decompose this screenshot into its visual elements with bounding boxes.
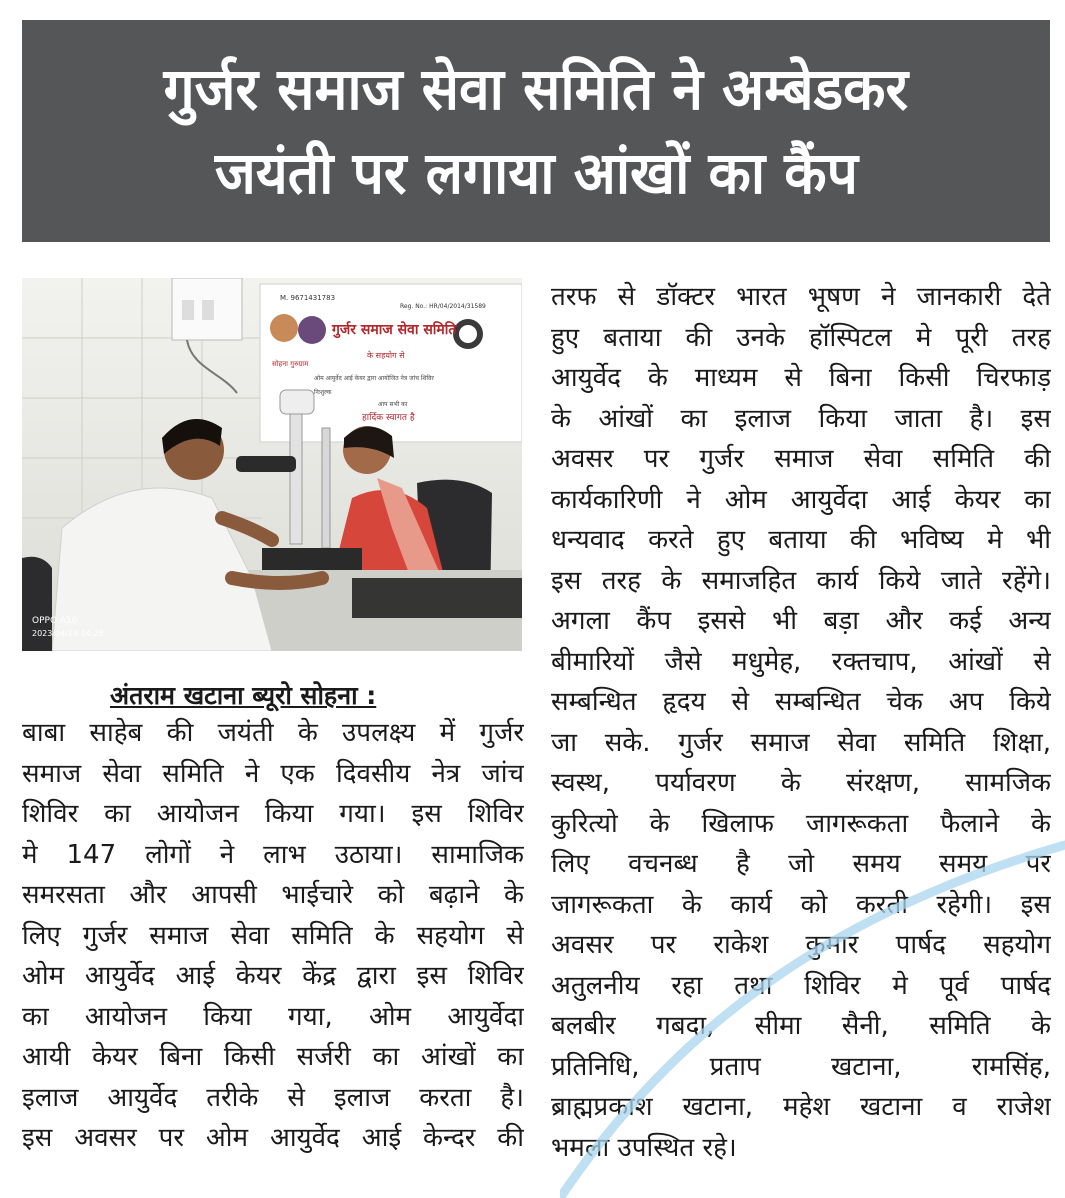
article-text-line: सम्बन्धित हृदय से सम्बन्धित चेक अप किये	[551, 687, 1051, 717]
article-text-line: ओम आयुर्वेद आई केयर केंद्र द्वारा इस शिविर	[22, 961, 524, 991]
banner-location: सोहना गुरुग्राम	[272, 360, 309, 368]
banner-portrait-1	[270, 314, 298, 342]
article-text-line: प्रतिनिधि, प्रताप खटाना, रामसिंह,	[551, 1051, 1051, 1082]
article-text-line: लिए वचनब्ध है जो समय समय पर	[551, 849, 1051, 879]
banner-reg-no: Reg. No.: HR/04/2014/31589	[400, 303, 486, 310]
article-text-line: समरसता और आपसी भाईचारे को बढ़ाने के	[22, 880, 524, 910]
article-text-line: अगला कैंप इससे भी बड़ा और कई अन्य	[551, 606, 1051, 636]
article-text-line: इस अवसर पर ओम आयुर्वेद आई केन्दर की	[22, 1123, 524, 1153]
article-text-line: जागरूकता के कार्य को करती रहेगी। इस	[551, 889, 1051, 920]
article-text-line: मे 147 लोगों ने लाभ उठाया। सामाजिक	[22, 839, 524, 870]
slit-lamp-head	[280, 390, 314, 414]
article-text-line: आयुर्वेद के माध्यम से बिना किसी चिरफाड़	[551, 363, 1051, 393]
eye-camp-photo-illustration	[22, 278, 522, 651]
article-text-line: बलबीर गबदा, सीमा सैनी, समिति के	[551, 1011, 1051, 1041]
article-text-line: इस तरह के समाजहित कार्य किये जाते रहेंगे।	[551, 565, 1051, 596]
article-text-line: लिए गुर्जर समाज सेवा समिति के सहयोग से	[22, 920, 524, 951]
article-right-column	[551, 277, 1051, 1168]
headline-line-1: गुर्जर समाज सेवा समिति ने अम्बेडकर	[163, 55, 909, 123]
article-text-line: हुए बताया की उनके हॉस्पिटल मे पूरी तरह	[551, 322, 1051, 353]
article-text-line: शिविर का आयोजन किया गया। इस शिविर	[22, 799, 524, 829]
article-text-line: आयी केयर बिना किसी सर्जरी का आंखों का	[22, 1042, 524, 1072]
byline: अंतराम खटाना ब्यूरो सोहना :	[110, 681, 377, 710]
article-text-line: कार्यकारिणी ने ओम आयुर्वेदा आई केयर का	[551, 484, 1051, 515]
banner-line-4: निःशुल्क	[314, 389, 332, 396]
news-photo	[22, 278, 522, 651]
article-text-line: बीमारियों जैसे मधुमेह, रक्तचाप, आंखों से	[551, 646, 1051, 677]
slit-lamp-column	[290, 414, 302, 544]
article-text-line: ब्राह्मप्रकाश खटाना, महेश खटाना व राजेश	[551, 1092, 1051, 1122]
article-text-line: बाबा साहेब की जयंती के उपलक्ष्य में गुर्जर	[22, 718, 524, 748]
slit-lamp-eyepiece	[236, 456, 296, 472]
article-text-line: के आंखों का इलाज किया जाता है। इस	[551, 403, 1051, 434]
banner-welcome: हार्दिक स्वागत है	[362, 413, 415, 423]
article-left-column	[22, 713, 524, 1159]
article-text-line: स्वस्थ, पर्यावरण के संरक्षण, सामजिक	[551, 768, 1051, 798]
article-text-line: अवसर पर गुर्जर समाज सेवा समिति की	[551, 444, 1051, 474]
headline-line-2: जयंती पर लगाया आंखों का कैंप	[214, 139, 858, 207]
article-text-line: कुरित्यो के खिलाफ जागरूकता फैलाने के	[551, 808, 1051, 839]
article-text-line: अतुलनीय रहा तथा शिविर मे पूर्व पार्षद	[551, 970, 1051, 1001]
headline-banner	[22, 20, 1050, 242]
article-text-line: तरफ से डॉक्टर भारत भूषण ने जानकारी देते	[551, 282, 1051, 312]
article-text-line: अवसर पर राकेश कुमार पार्षद सहयोग	[551, 930, 1051, 960]
article-text-line: धन्यवाद करते हुए बताया की भविष्य मे भी	[551, 525, 1051, 555]
article-text-line: समाज सेवा समिति ने एक दिवसीय नेत्र जांच	[22, 758, 524, 789]
article-text-line: का आयोजन किया गया, ओम आयुर्वेदा	[22, 1001, 524, 1032]
banner-line-2: के सहयोग से	[367, 351, 405, 360]
banner-line-5: आप सभी का	[378, 401, 408, 408]
photo-timestamp-watermark: 2023/04/14 14:26	[32, 629, 104, 638]
photo-device-watermark: OPPO A16	[32, 616, 78, 626]
banner-phone: M. 9671431783	[280, 294, 336, 302]
article-text-line: इलाज आयुर्वेद तरीके से इलाज करता है।	[22, 1082, 524, 1113]
banner-portrait-2	[298, 316, 326, 344]
banner-title: गुर्जर समाज सेवा समिति	[332, 322, 457, 338]
article-text-line: भमला उपस्थित रहे।	[551, 1132, 737, 1163]
article-text-line: जा सके. गुर्जर समाज सेवा समिति शिक्षा,	[551, 727, 1051, 758]
banner-line-3: ओम आयुर्वेद आई केयर द्वारा आयोजित नेत्र जांच शिविर	[314, 375, 434, 382]
